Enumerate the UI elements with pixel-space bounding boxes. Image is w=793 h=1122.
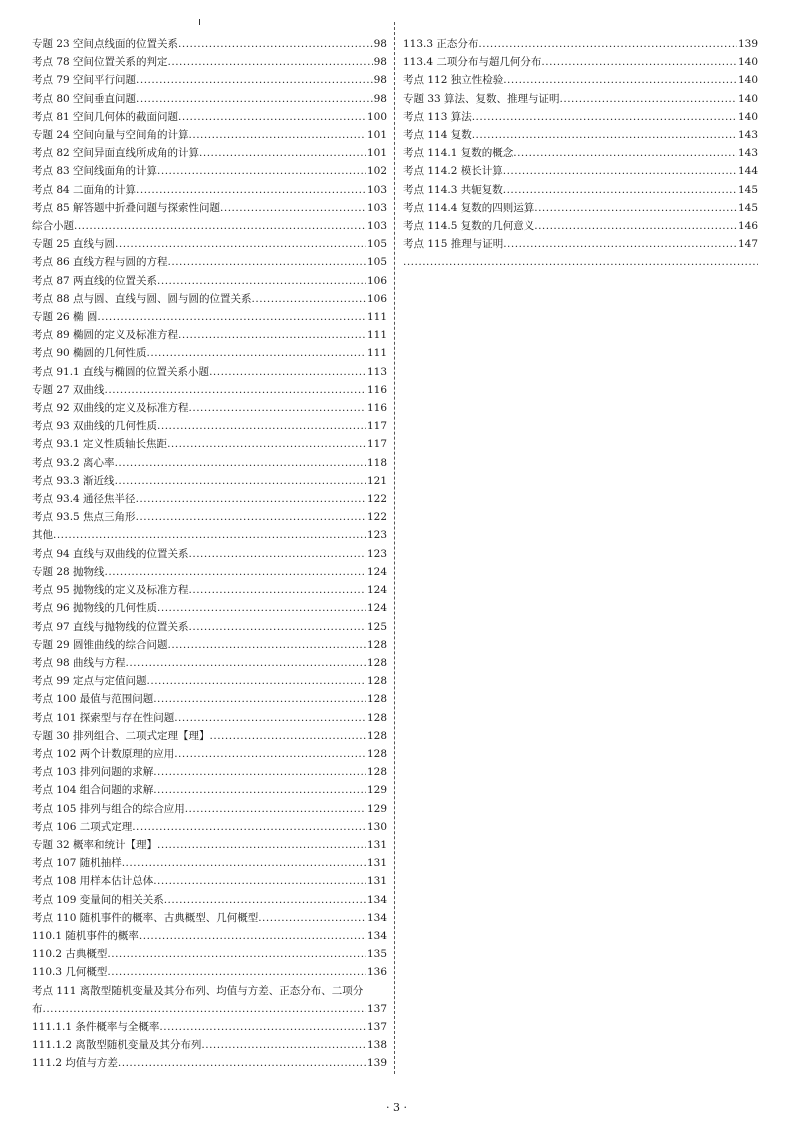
dot-leader bbox=[189, 545, 366, 563]
toc-entry[interactable] bbox=[32, 71, 387, 89]
toc-entry-title: 专题 28 抛物线 bbox=[32, 565, 105, 578]
toc-entry[interactable] bbox=[32, 308, 387, 326]
toc-entry-page: 113 bbox=[366, 365, 387, 378]
toc-entry-title: 考点 78 空间位置关系的判定 bbox=[32, 56, 168, 69]
toc-entry-title: 考点 93.2 离心率 bbox=[32, 456, 115, 469]
toc-entry-page: 140 bbox=[737, 110, 758, 123]
dot-leader bbox=[153, 781, 366, 799]
toc-entry[interactable] bbox=[32, 963, 387, 981]
toc-entry[interactable] bbox=[32, 836, 387, 854]
toc-entry-title: 考点 82 空间异面直线所成角的计算 bbox=[32, 147, 200, 160]
dot-leader bbox=[168, 253, 366, 271]
toc-right-column bbox=[403, 35, 758, 272]
toc-entry[interactable] bbox=[403, 144, 758, 162]
toc-entry-title: 考点 100 最值与范围问题 bbox=[32, 693, 154, 706]
toc-entry-title: 考点 102 两个计数原理的应用 bbox=[32, 747, 175, 760]
toc-entry-title: 考点 95 抛物线的定义及标准方程 bbox=[32, 584, 189, 597]
toc-entry-page: 128 bbox=[366, 747, 387, 760]
toc-entry-title: 考点 97 直线与抛物线的位置关系 bbox=[32, 620, 189, 633]
page-number: · 3 · bbox=[386, 1101, 407, 1114]
toc-entry-page: 103 bbox=[366, 183, 387, 196]
toc-entry-page: 140 bbox=[737, 74, 758, 87]
toc-entry-title: 考点 110 随机事件的概率、古典概型、几何概型 bbox=[32, 911, 259, 924]
toc-entry-title[interactable]: 考点 111 离散型随机变量及其分布列、均值与方差、正态分布、二项分 bbox=[32, 984, 364, 997]
dot-leader bbox=[403, 253, 758, 271]
toc-entry-page: 131 bbox=[366, 875, 387, 888]
toc-entry-page: 124 bbox=[366, 602, 387, 615]
toc-entry[interactable] bbox=[32, 636, 387, 654]
toc-entry-page: 128 bbox=[366, 675, 387, 688]
toc-entry-title: 113.4 二项分布与超几何分布 bbox=[403, 56, 542, 69]
toc-entry-page: 98 bbox=[373, 56, 387, 69]
dot-leader bbox=[503, 162, 737, 180]
dot-leader bbox=[74, 217, 366, 235]
toc-entry-page: 100 bbox=[366, 110, 387, 123]
toc-entry-page: 111 bbox=[366, 347, 387, 360]
dot-leader bbox=[115, 472, 366, 490]
toc-entry[interactable] bbox=[32, 891, 387, 909]
toc-entry[interactable] bbox=[32, 126, 387, 144]
toc-entry[interactable] bbox=[32, 344, 387, 362]
dot-leader bbox=[210, 727, 366, 745]
dot-leader bbox=[209, 363, 366, 381]
toc-entry-title: 111.2 均值与方差 bbox=[32, 1057, 118, 1070]
toc-entry-page: 118 bbox=[366, 456, 387, 469]
toc-entry-page: 111 bbox=[366, 311, 387, 324]
toc-entry-title: 考点 106 二项式定理 bbox=[32, 820, 133, 833]
toc-entry[interactable] bbox=[32, 454, 387, 472]
toc-entry[interactable] bbox=[32, 90, 387, 108]
toc-entry[interactable] bbox=[32, 581, 387, 599]
toc-entry[interactable] bbox=[32, 235, 387, 253]
dot-leader bbox=[167, 435, 366, 453]
dot-leader bbox=[503, 71, 737, 89]
toc-entry[interactable] bbox=[32, 854, 387, 872]
toc-entry-title: 考点 101 探索型与存在性问题 bbox=[32, 711, 175, 724]
toc-entry-page: 125 bbox=[366, 620, 387, 633]
dot-leader bbox=[43, 1000, 366, 1018]
toc-entry-page: 128 bbox=[366, 711, 387, 724]
dot-leader bbox=[157, 162, 366, 180]
toc-entry-page: 124 bbox=[366, 584, 387, 597]
toc-entry-title: 考点 103 排列问题的求解 bbox=[32, 766, 154, 779]
toc-entry[interactable] bbox=[32, 872, 387, 890]
toc-entry-title: 111.1.1 条件概率与全概率 bbox=[32, 1020, 160, 1033]
toc-entry[interactable] bbox=[32, 326, 387, 344]
dot-leader bbox=[168, 636, 366, 654]
toc-entry-page: 98 bbox=[373, 74, 387, 87]
toc-entry[interactable] bbox=[403, 217, 758, 235]
dot-leader bbox=[199, 144, 366, 162]
dot-leader bbox=[189, 618, 366, 636]
toc-entry-title: 考点 96 抛物线的几何性质 bbox=[32, 602, 158, 615]
toc-entry-title: 考点 89 椭圆的定义及标准方程 bbox=[32, 329, 179, 342]
toc-entry[interactable] bbox=[32, 108, 387, 126]
dot-leader bbox=[107, 945, 366, 963]
dot-leader bbox=[220, 199, 366, 217]
toc-entry-page: 134 bbox=[366, 911, 387, 924]
toc-entry-title: 专题 29 圆锥曲线的综合问题 bbox=[32, 638, 168, 651]
toc-entry[interactable] bbox=[32, 618, 387, 636]
toc-entry-title: 考点 114.3 共轭复数 bbox=[403, 183, 503, 196]
toc-entry[interactable] bbox=[32, 253, 387, 271]
toc-entry-page: 138 bbox=[366, 1039, 387, 1052]
toc-entry-page: 144 bbox=[737, 165, 758, 178]
toc-entry-page: 130 bbox=[366, 820, 387, 833]
toc-entry-title: 考点 114 复数 bbox=[403, 129, 472, 142]
toc-entry-title: 考点 93.5 焦点三角形 bbox=[32, 511, 136, 524]
dot-leader bbox=[189, 399, 366, 417]
toc-entry-title: 考点 114.5 复数的几何意义 bbox=[403, 220, 535, 233]
dot-leader bbox=[178, 35, 373, 53]
toc-entry-page: 136 bbox=[366, 966, 387, 979]
dot-leader bbox=[139, 927, 366, 945]
toc-entry-page: 117 bbox=[366, 420, 387, 433]
dot-leader bbox=[153, 763, 366, 781]
toc-entry-title: 考点 83 空间线面角的计算 bbox=[32, 165, 158, 178]
toc-entry-page: 140 bbox=[737, 56, 758, 69]
toc-entry-page: 101 bbox=[366, 129, 387, 142]
dot-leader bbox=[157, 599, 366, 617]
toc-entry[interactable] bbox=[403, 199, 758, 217]
toc-entry-title: 考点 91.1 直线与椭圆的位置关系小题 bbox=[32, 365, 210, 378]
toc-entry-title: 考点 93.4 通径焦半径 bbox=[32, 493, 136, 506]
toc-entry[interactable] bbox=[32, 563, 387, 581]
toc-entry-page: 131 bbox=[366, 857, 387, 870]
toc-entry-title: 其他 bbox=[32, 529, 53, 542]
toc-entry[interactable] bbox=[32, 490, 387, 508]
dot-leader bbox=[174, 709, 366, 727]
toc-entry-page: 128 bbox=[366, 766, 387, 779]
toc-entry-page: 145 bbox=[737, 201, 758, 214]
dot-leader bbox=[503, 235, 737, 253]
toc-entry-title: 考点 98 曲线与方程 bbox=[32, 656, 126, 669]
toc-entry[interactable] bbox=[32, 144, 387, 162]
toc-entry-page: 147 bbox=[737, 238, 758, 251]
toc-entry[interactable] bbox=[403, 108, 758, 126]
dot-leader bbox=[157, 836, 366, 854]
toc-entry-title: 考点 105 排列与组合的综合应用 bbox=[32, 802, 185, 815]
toc-entry-title: 专题 25 直线与圆 bbox=[32, 238, 116, 251]
toc-entry-title: 110.1 随机事件的概率 bbox=[32, 929, 139, 942]
toc-entry[interactable] bbox=[32, 1018, 387, 1036]
toc-entry[interactable] bbox=[403, 162, 758, 180]
toc-entry-title: 考点 99 定点与定值问题 bbox=[32, 675, 147, 688]
dot-leader bbox=[472, 126, 737, 144]
toc-entry-page: 128 bbox=[366, 693, 387, 706]
toc-entry[interactable] bbox=[32, 745, 387, 763]
dot-leader bbox=[185, 800, 366, 818]
toc-entry[interactable] bbox=[403, 235, 758, 253]
dot-leader bbox=[201, 1036, 366, 1054]
toc-entry-page: 103 bbox=[366, 220, 387, 233]
toc-entry[interactable] bbox=[403, 71, 758, 89]
toc-entry[interactable] bbox=[32, 1054, 387, 1072]
dot-leader bbox=[168, 53, 373, 71]
dot-leader bbox=[178, 108, 366, 126]
toc-entry-page: 98 bbox=[373, 92, 387, 105]
toc-entry-page: 103 bbox=[366, 201, 387, 214]
dot-leader bbox=[115, 454, 366, 472]
toc-entry-page: 123 bbox=[366, 547, 387, 560]
toc-entry-title: 考点 79 空间平行问题 bbox=[32, 74, 137, 87]
toc-entry[interactable] bbox=[32, 399, 387, 417]
toc-entry-title: 110.2 古典概型 bbox=[32, 948, 108, 961]
toc-entry-page: 116 bbox=[366, 402, 387, 415]
toc-entry-title-continued: 布 bbox=[32, 1002, 43, 1015]
toc-entry-page: 139 bbox=[366, 1057, 387, 1070]
dot-leader bbox=[541, 53, 737, 71]
toc-entry[interactable] bbox=[32, 781, 387, 799]
toc-entry-page: 128 bbox=[366, 656, 387, 669]
toc-entry-title: 考点 86 直线方程与圆的方程 bbox=[32, 256, 168, 269]
toc-entry-title: 考点 113 算法 bbox=[403, 110, 472, 123]
dot-leader bbox=[189, 581, 366, 599]
dot-leader bbox=[258, 909, 366, 927]
toc-entry-page: 123 bbox=[366, 529, 387, 542]
toc-entry[interactable] bbox=[32, 199, 387, 217]
trailing-dot-line bbox=[403, 253, 758, 271]
toc-left-column bbox=[32, 35, 387, 1073]
toc-entry[interactable] bbox=[32, 181, 387, 199]
toc-entry-page: 137 bbox=[366, 1002, 387, 1015]
dot-leader bbox=[534, 217, 737, 235]
dot-leader bbox=[136, 71, 373, 89]
toc-entry-title: 考点 114.1 复数的概念 bbox=[403, 147, 514, 160]
toc-entry-title: 111.1.2 离散型随机变量及其分布列 bbox=[32, 1039, 202, 1052]
dot-leader bbox=[97, 308, 366, 326]
toc-entry-title: 专题 30 排列组合、二项式定理【理】 bbox=[32, 729, 210, 742]
toc-entry-title: 专题 27 双曲线 bbox=[32, 383, 105, 396]
toc-entry-title: 考点 93.1 定义性质轴长焦距 bbox=[32, 438, 168, 451]
toc-entry-page: 131 bbox=[366, 838, 387, 851]
toc-entry-title: 考点 107 随机抽样 bbox=[32, 857, 122, 870]
toc-entry-title: 考点 81 空间几何体的截面问题 bbox=[32, 110, 179, 123]
toc-entry-title: 综合小题 bbox=[32, 220, 74, 233]
toc-entry-title: 考点 109 变量间的相关关系 bbox=[32, 893, 164, 906]
toc-entry-title: 考点 93.3 渐近线 bbox=[32, 474, 115, 487]
dot-leader bbox=[478, 35, 737, 53]
toc-entry-page: 128 bbox=[366, 729, 387, 742]
toc-entry-page: 143 bbox=[737, 147, 758, 160]
toc-entry[interactable] bbox=[32, 909, 387, 927]
toc-entry[interactable] bbox=[32, 818, 387, 836]
dot-leader bbox=[118, 1054, 366, 1072]
dot-leader bbox=[126, 654, 366, 672]
toc-entry-title: 考点 114.4 复数的四则运算 bbox=[403, 201, 535, 214]
toc-entry-title: 考点 88 点与圆、直线与圆、圆与圆的位置关系 bbox=[32, 292, 252, 305]
toc-entry-title: 考点 94 直线与双曲线的位置关系 bbox=[32, 547, 189, 560]
dot-leader bbox=[147, 672, 366, 690]
toc-entry-page: 134 bbox=[366, 893, 387, 906]
toc-entry-page: 105 bbox=[366, 238, 387, 251]
toc-entry[interactable] bbox=[32, 35, 387, 53]
dot-leader bbox=[472, 108, 737, 126]
toc-entry-title: 考点 93 双曲线的几何性质 bbox=[32, 420, 158, 433]
toc-entry-title: 专题 23 空间点线面的位置关系 bbox=[32, 38, 179, 50]
toc-entry[interactable] bbox=[32, 545, 387, 563]
toc-entry[interactable] bbox=[403, 126, 758, 144]
toc-entry[interactable] bbox=[32, 727, 387, 745]
toc-entry[interactable] bbox=[403, 181, 758, 199]
toc-entry-page: 98 bbox=[373, 38, 387, 50]
dot-leader bbox=[252, 290, 366, 308]
toc-entry-page: 145 bbox=[737, 183, 758, 196]
toc-entry-title: 考点 90 椭圆的几何性质 bbox=[32, 347, 147, 360]
toc-entry[interactable] bbox=[403, 35, 758, 53]
toc-entry[interactable] bbox=[403, 53, 758, 71]
dot-leader bbox=[105, 381, 366, 399]
toc-entry[interactable] bbox=[32, 709, 387, 727]
dot-leader bbox=[115, 235, 366, 253]
toc-entry-page: 129 bbox=[366, 802, 387, 815]
dot-leader bbox=[105, 563, 366, 581]
dot-leader bbox=[513, 144, 737, 162]
dot-leader bbox=[159, 1018, 366, 1036]
dot-leader bbox=[157, 417, 366, 435]
toc-entry-page: 146 bbox=[737, 220, 758, 233]
toc-entry[interactable] bbox=[32, 508, 387, 526]
dot-leader bbox=[503, 181, 737, 199]
dot-leader bbox=[147, 344, 366, 362]
toc-entry[interactable] bbox=[32, 654, 387, 672]
toc-entry-title: 113.3 正态分布 bbox=[403, 38, 479, 50]
toc-entry-page: 122 bbox=[366, 511, 387, 524]
toc-entry[interactable] bbox=[32, 1036, 387, 1054]
toc-entry-page: 106 bbox=[366, 292, 387, 305]
dot-leader bbox=[164, 891, 366, 909]
toc-entry-page: 128 bbox=[366, 638, 387, 651]
toc-entry-page: 101 bbox=[366, 147, 387, 160]
dot-leader bbox=[174, 745, 366, 763]
dot-leader bbox=[136, 90, 373, 108]
dot-leader bbox=[178, 326, 366, 344]
toc-entry-title: 考点 108 用样本估计总体 bbox=[32, 875, 154, 888]
toc-entry-title: 考点 114.2 模长计算 bbox=[403, 165, 503, 178]
dot-leader bbox=[136, 508, 366, 526]
toc-entry[interactable] bbox=[32, 272, 387, 290]
toc-entry-title: 考点 87 两直线的位置关系 bbox=[32, 274, 158, 287]
toc-entry[interactable] bbox=[32, 763, 387, 781]
top-mark bbox=[199, 19, 200, 25]
toc-entry-page: 121 bbox=[366, 474, 387, 487]
toc-entry-page: 122 bbox=[366, 493, 387, 506]
toc-entry[interactable] bbox=[32, 472, 387, 490]
toc-entry-title: 专题 26 椭 圆 bbox=[32, 311, 98, 324]
dot-leader bbox=[534, 199, 737, 217]
toc-entry[interactable] bbox=[32, 800, 387, 818]
dot-leader bbox=[122, 854, 366, 872]
toc-entry[interactable] bbox=[32, 417, 387, 435]
dot-leader bbox=[136, 490, 366, 508]
dot-leader bbox=[132, 818, 366, 836]
dot-leader bbox=[560, 90, 737, 108]
toc-entry[interactable] bbox=[32, 162, 387, 180]
toc-entry-title: 考点 85 解答题中折叠问题与探索性问题 bbox=[32, 201, 221, 214]
toc-entry[interactable] bbox=[32, 690, 387, 708]
toc-entry-title: 110.3 几何概型 bbox=[32, 966, 108, 979]
toc-entry-title: 专题 32 概率和统计【理】 bbox=[32, 838, 158, 851]
toc-entry-page: 111 bbox=[366, 329, 387, 342]
toc-entry[interactable] bbox=[403, 90, 758, 108]
toc-entry-title: 考点 115 推理与证明 bbox=[403, 238, 504, 251]
column-divider bbox=[394, 22, 395, 1074]
toc-entry-title: 考点 92 双曲线的定义及标准方程 bbox=[32, 402, 189, 415]
toc-entry-page: 137 bbox=[366, 1020, 387, 1033]
dot-leader bbox=[153, 872, 366, 890]
toc-entry-page: 134 bbox=[366, 929, 387, 942]
toc-entry-title: 考点 80 空间垂直问题 bbox=[32, 92, 137, 105]
toc-entry-title: 专题 33 算法、复数、推理与证明 bbox=[403, 92, 560, 105]
toc-entry-page: 105 bbox=[366, 256, 387, 269]
toc-entry-page: 135 bbox=[366, 948, 387, 961]
toc-entry-page: 139 bbox=[737, 38, 758, 50]
toc-entry[interactable] bbox=[32, 1000, 387, 1018]
toc-entry-page: 129 bbox=[366, 784, 387, 797]
toc-entry-title: 专题 24 空间向量与空间角的计算 bbox=[32, 129, 189, 142]
toc-entry[interactable] bbox=[32, 927, 387, 945]
dot-leader bbox=[189, 126, 366, 144]
toc-entry-page: 143 bbox=[737, 129, 758, 142]
dot-leader bbox=[157, 272, 366, 290]
toc-entry-page: 116 bbox=[366, 383, 387, 396]
toc-entry-title: 考点 84 二面角的计算 bbox=[32, 183, 137, 196]
dot-leader bbox=[153, 690, 366, 708]
toc-entry-title: 考点 104 组合问题的求解 bbox=[32, 784, 154, 797]
toc-entry-title: 考点 112 独立性检验 bbox=[403, 74, 504, 87]
toc-entry-page: 102 bbox=[366, 165, 387, 178]
dot-leader bbox=[53, 526, 366, 544]
toc-entry[interactable] bbox=[32, 363, 387, 381]
toc-entry[interactable] bbox=[32, 945, 387, 963]
toc-entry-page: 124 bbox=[366, 565, 387, 578]
toc-entry[interactable] bbox=[32, 217, 387, 235]
toc-entry[interactable] bbox=[32, 53, 387, 71]
dot-leader bbox=[107, 963, 366, 981]
toc-entry[interactable] bbox=[32, 672, 387, 690]
toc-entry-page: 106 bbox=[366, 274, 387, 287]
toc-entry[interactable] bbox=[32, 381, 387, 399]
toc-entry[interactable] bbox=[32, 290, 387, 308]
dot-leader bbox=[136, 181, 366, 199]
toc-entry-page: 117 bbox=[366, 438, 387, 451]
toc-entry[interactable] bbox=[32, 599, 387, 617]
toc-entry-page: 140 bbox=[737, 92, 758, 105]
toc-entry[interactable] bbox=[32, 435, 387, 453]
toc-entry[interactable] bbox=[32, 526, 387, 544]
